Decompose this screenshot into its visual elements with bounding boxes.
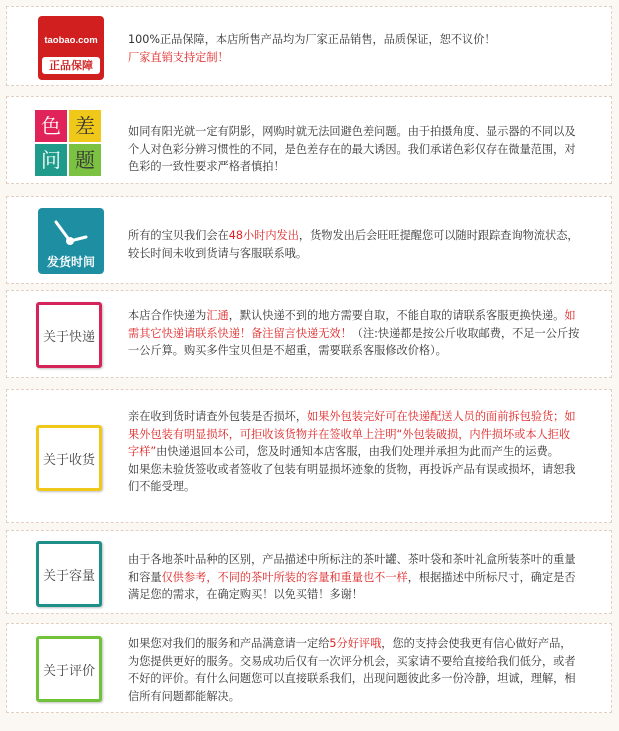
receiving-text	[128, 408, 581, 496]
taobao-logo-text: taobao.com	[44, 35, 98, 46]
clock-badge	[38, 208, 104, 274]
text-part: ，默认快递不到的地方需要自取，不能自取的请联系客服更换快递。	[228, 309, 565, 322]
factory-direct-text: 厂家直销支持定制！	[128, 50, 229, 64]
authentic-guarantee-badge	[38, 16, 104, 80]
review-text	[128, 635, 581, 705]
receiving-paragraph-1	[128, 408, 581, 461]
courier-note-highlight: 如需其它快递请联系快递！备注留言快递无效！	[128, 309, 576, 340]
text-part: 由于各地茶叶品种的区别，产品描述中所标注的茶叶罐、茶叶袋和茶叶礼盒所装茶叶的重量和容量	[128, 553, 576, 584]
inspection-highlight: 如果外包装完好可在快递配送人员的面前拆包验货；如果外包装有明显损坏，可拒收该货物并在签收单上注明“外包装破损，内件损坏或本人拒收字样”	[128, 410, 576, 458]
express-label-box: 关于快递	[36, 302, 102, 368]
section-express	[6, 290, 612, 378]
text-part: 由快递退回本公司，您及时通知本店客服，由我们处理并承担为此而产生的运费。	[156, 445, 559, 458]
text-part: （注:快递都是按公斤收取邮费，不足一公斤按一公斤算。购买多件宝贝但是不超重，需要联系客服修改价格）。	[128, 326, 580, 357]
section-review	[6, 623, 612, 713]
shipping-time-text	[128, 227, 581, 262]
capacity-text	[128, 551, 581, 604]
text-part: 所有的宝贝我们会在	[128, 229, 229, 242]
text-part: ，根据描述中所标尺寸，确定是否满足您的需求，在确定购买！以免买错！多谢！	[128, 570, 576, 601]
good-review-highlight: 5分好评哦	[329, 637, 382, 650]
courier-highlight: 汇通	[206, 309, 229, 322]
text-part: 亲在收到货时请查外包装是否损坏，	[128, 410, 308, 423]
receiving-label-box: 关于收货	[36, 425, 102, 491]
text-part: 如果您对我们的服务和产品满意请一定给	[128, 637, 330, 650]
color-difference-icon	[35, 110, 101, 176]
receiving-paragraph-2: 如果您未验货签收或者签收了包装有明显损坏迹象的货物，再投诉产品有误或损坏，请恕我们不能受理。	[128, 462, 576, 493]
tile-2: 差	[69, 110, 101, 142]
section-authentic-guarantee	[6, 6, 612, 86]
badge-label: 正品保障	[42, 57, 100, 74]
section-text	[128, 31, 581, 66]
tile-1: 色	[35, 110, 67, 142]
section-capacity	[6, 530, 612, 614]
text-part: ，货物发出后会旺旺提醒您可以随时跟踪查询物流状态，较长时间未收到货请与客服联系哦。	[128, 229, 579, 260]
section-shipping-time	[6, 196, 612, 284]
section-color-difference	[6, 96, 612, 184]
text-part: 本店合作快递为	[128, 309, 207, 322]
tile-4: 题	[69, 144, 101, 176]
text-part: ，您的支持会使我更有信心做好产品，为您提供更好的服务。交易成功后仅有一次评分机会，买家请不要给直接给我们低分，或者不好的评价。有什么问题您可以直接联系我们，出现问题彼此多一份冷静，坦诚，理解，相信所有问题都能解决。	[128, 637, 576, 703]
clock-icon	[38, 208, 104, 252]
express-text	[128, 307, 581, 360]
section-receiving	[6, 389, 612, 523]
review-label-box: 关于评价	[36, 636, 102, 702]
shipping-time-label: 发货时间	[46, 255, 95, 269]
capacity-label-box: 关于容量	[36, 541, 102, 607]
guarantee-text: 100%正品保障，本店所售产品均为厂家正品销售，品质保证，恕不议价！	[128, 33, 496, 46]
shipping-hours-highlight: 48小时内发出	[228, 229, 299, 242]
color-difference-text: 如同有阳光就一定有阴影，网购时就无法回避色差问题。由于拍摄角度、显示器的不同以及个人对色彩分辨习惯性的不同，是色差存在的最大诱因。我们承诺色彩仅存在微量范围，对色彩的一致性要求严格者慎拍！	[128, 125, 576, 173]
tile-3: 问	[35, 144, 67, 176]
capacity-highlight: 仅供参考，不同的茶叶所装的容量和重量也不一样	[161, 570, 408, 584]
